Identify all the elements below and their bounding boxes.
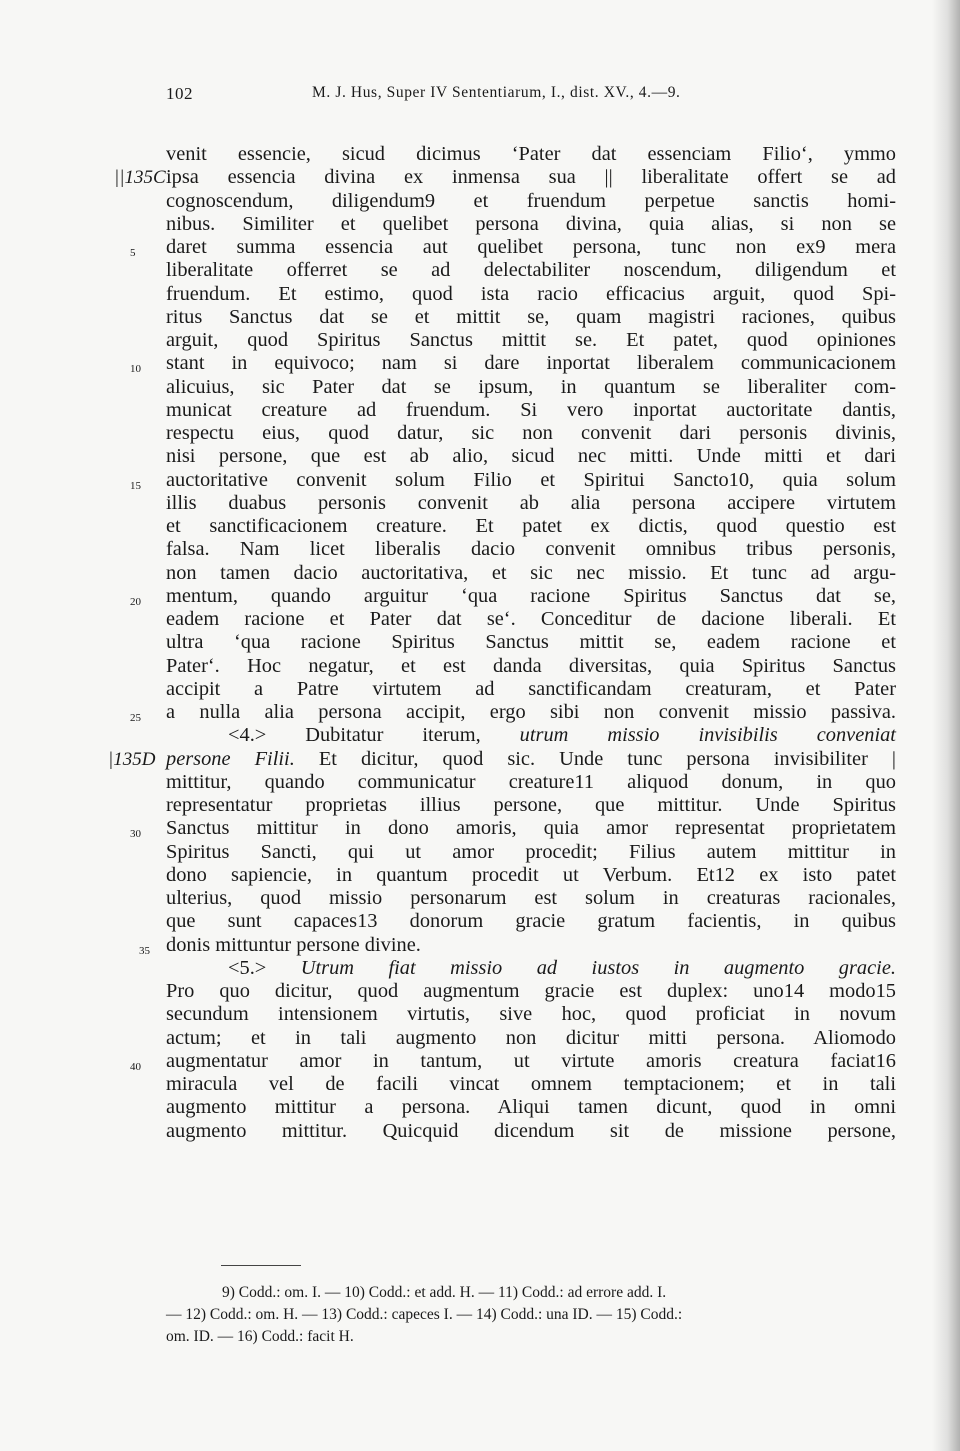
text-line: 30 Sanctus mittitur in dono amoris, quia amor representat proprietatem: [166, 817, 896, 840]
text-line: ritus Sanctus dat se et mittit se, quam magistri raciones, quibus: [166, 305, 896, 328]
section-question: utrum missio invisibilis conveniat: [519, 724, 896, 747]
text-line: Pro quo dicitur, quod augmentum gracie est duplex: uno14 modo15: [166, 980, 896, 1002]
line-number: 20: [130, 595, 141, 608]
scan-edge-shadow: [932, 0, 960, 1451]
margin-siglum: |135D: [108, 748, 156, 770]
footnotes: [166, 1282, 896, 1348]
text-line: mittitur, quando communicatur creature11 aliquod donum, in quo: [166, 770, 896, 793]
line-number: 35: [139, 944, 150, 957]
text-line: 5 daret summa essencia aut quelibet persona, tunc non ex9 mera: [166, 236, 896, 259]
text-line: nibus. Similiter et quelibet persona divina, quia alias, si non se: [166, 212, 896, 235]
text-line: dono sapiencie, in quantum procedit ut Verbum. Et12 ex isto patet: [166, 863, 896, 886]
line-number: 10: [130, 363, 141, 376]
line-number: 25: [130, 712, 141, 724]
text-line: cognoscendum, diligendum9 et fruendum perpetue sanctis homi-: [166, 189, 896, 212]
text-line: alicuius, sic Pater dat se ipsum, in quantum se liberaliter com-: [166, 375, 896, 398]
text-line: 15 auctoritative convenit solum Filio et Spiritui Sancto10, quia solum: [166, 469, 896, 492]
main-text: [108, 143, 896, 1143]
text-line: ||135C ipsa essencia divina ex inmensa sua || liberalitate offert se ad: [114, 166, 896, 189]
text-line: 20 mentum, quando arguitur ‘qua racione Spiritus Sanctus dat se,: [166, 585, 896, 608]
footnote-line: om. ID. — 16) Codd.: facit H.: [166, 1328, 354, 1345]
text-line: ultra ‘qua racione Spiritus Sanctus mittit se, eadem racione et: [166, 631, 896, 654]
margin-siglum: ||135C: [114, 167, 166, 189]
text-line: liberalitate offerret se ad delectabiliter noscendum, diligendum et: [166, 259, 896, 282]
text-line: actum; et in tali augmento non dicitur mitti persona. Aliomodo: [166, 1026, 896, 1049]
section-question: Utrum fiat missio ad iustos in augmento gracie.: [300, 956, 896, 979]
text-line: representatur proprietas illius persone, que mittitur. Unde Spiritus: [166, 794, 896, 816]
section-heading-line: [166, 957, 896, 980]
line-number: 5: [130, 247, 136, 259]
text-line: respectu eius, quod datur, sic non convenit dari personis divinis,: [166, 422, 896, 444]
text-line: accipit a Patre virtutem ad sanctificandam creaturam, et Pater: [166, 677, 896, 700]
text-line: que sunt capaces13 donorum gracie gratum facientis, in quibus: [166, 910, 896, 933]
page-number: 102: [166, 84, 193, 103]
line-number: 40: [130, 1060, 141, 1073]
text-line: miracula vel de facili vincat omnem temptacionem; et in tali: [166, 1073, 896, 1095]
text-line: eadem racione et Pater dat se‘. Conceditur de dacione liberali. Et: [166, 608, 896, 630]
text-line: ulterius, quod missio personarum est solum in creaturas racionales,: [166, 887, 896, 909]
text-line: et sanctificacionem creature. Et patet ex dictis, quod questio est: [166, 515, 896, 537]
text-line: arguit, quod Spiritus Sanctus mittit se. Et patet, quod opiniones: [166, 329, 896, 351]
text-line: |135D persone Filii. Et dicitur, quod sic. Unde tunc persona invisibiliter |: [108, 747, 896, 770]
line-number: 15: [130, 479, 141, 492]
text-line: venit essencie, sicud dicimus ‘Pater dat essenciam Filio‘, ymmo: [166, 143, 896, 165]
text-line: 10 stant in equivoco; nam si dare inportat liberalem communicacionem: [166, 352, 896, 375]
line-number: 30: [130, 828, 141, 841]
text-line: falsa. Nam licet liberalis dacio convenit omnibus tribus personis,: [166, 538, 896, 561]
footnote-line: 9) Codd.: om. I. — 10) Codd.: et add. H. — 11) Codd.: ad errore add. I.: [222, 1284, 667, 1301]
text-line: secundum intensionem virtutis, sive hoc, quod proficiat in novum: [166, 1003, 896, 1026]
text-line: fruendum. Et estimo, quod ista racio efficacius arguit, quod Spi-: [166, 282, 896, 305]
running-title: M. J. Hus, Super IV Sententiarum, I., dist. XV., 4.—9.: [312, 84, 681, 101]
text-line: illis duabus personis convenit ab alia persona accipere virtutem: [166, 491, 896, 514]
text-line: 35 donis mittuntur persone divine.: [166, 934, 896, 957]
footnote-line: — 12) Codd.: om. H. — 13) Codd.: capeces I. — 14) Codd.: una ID. — 15) Codd.:: [166, 1306, 683, 1323]
section-number: <5.>: [228, 956, 267, 979]
text-line: municat creature ad fruendum. Si vero inportat auctoritate dantis,: [166, 398, 896, 421]
text-line: non tamen dacio auctoritativa, et sic nec missio. Et tunc ad argu-: [166, 561, 896, 584]
text-line: 40 augmentatur amor in tantum, ut virtute amoris creatura faciat16: [166, 1050, 896, 1073]
section-intro: <4.> Dubitatur iterum,: [228, 724, 481, 747]
footnote-divider: [221, 1265, 301, 1266]
text-line: 25 a nulla alia persona accipit, ergo sibi non convenit missio passiva.: [166, 701, 896, 724]
section-heading-line: [166, 724, 896, 747]
page-header: [166, 84, 896, 108]
text-line: augmento mittitur a persona. Aliqui tamen dicunt, quod in omni: [166, 1096, 896, 1119]
text-line: nisi persone, que est ab alio, sicud nec mitti. Unde mitti et dari: [166, 445, 896, 468]
text-line: Spiritus Sancti, qui ut amor procedit; Filius autem mittitur in: [166, 840, 896, 863]
text-line: Pater‘. Hoc negatur, et est danda diversitas, quia Spiritus Sanctus: [166, 654, 896, 677]
text-line: augmento mittitur. Quicquid dicendum sit de missione persone,: [166, 1119, 896, 1142]
